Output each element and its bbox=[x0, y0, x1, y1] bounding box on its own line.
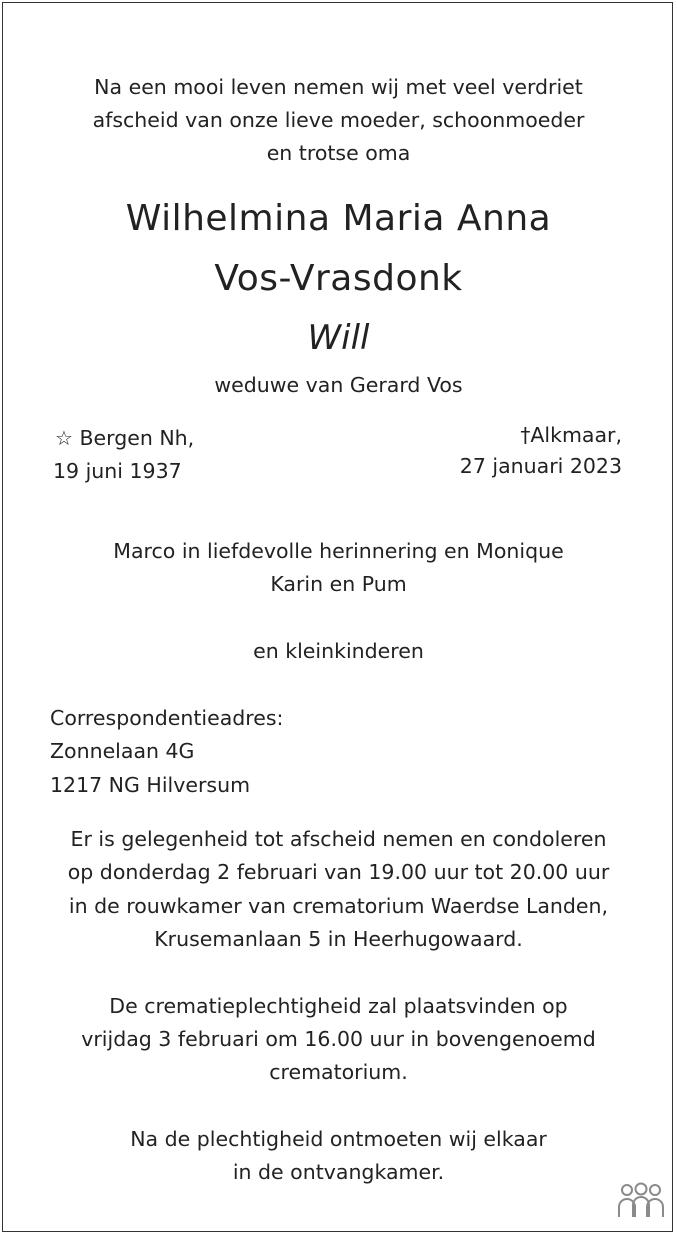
star-icon: ☆ bbox=[55, 426, 73, 450]
cross-icon: † bbox=[520, 423, 531, 447]
ceremony-line-3: crematorium. bbox=[269, 1060, 408, 1084]
deceased-nickname: Will bbox=[307, 318, 370, 358]
death-date: 27 januari 2023 bbox=[459, 454, 622, 478]
condolence-line-4: Krusemanlaan 5 in Heerhugowaard. bbox=[154, 927, 523, 951]
death-place: Alkmaar, bbox=[530, 423, 622, 447]
ceremony-line-2: vrijdag 3 februari om 16.00 uur in bovengenoemd bbox=[81, 1027, 596, 1051]
address-street: Zonnelaan 4G bbox=[50, 739, 195, 763]
address-label: Correspondentieadres: bbox=[50, 706, 284, 730]
deceased-name-line-1: Wilhelmina Maria Anna bbox=[125, 198, 552, 239]
condolence-line-1: Er is gelegenheid tot afscheid nemen en condoleren bbox=[70, 827, 607, 851]
closing-line-1: Na de plechtigheid ontmoeten wij elkaar bbox=[130, 1127, 547, 1151]
intro-line-1: Na een mooi leven nemen wij met veel verdriet bbox=[94, 75, 583, 99]
condolence-line-2: op donderdag 2 februari van 19.00 uur tot 20.00 uur bbox=[67, 860, 610, 884]
birth-date: 19 juni 1937 bbox=[53, 459, 182, 483]
condolence-line-3: in de rouwkamer van crematorium Waerdse Landen, bbox=[68, 894, 609, 918]
deceased-name-line-2: Vos-Vrasdonk bbox=[214, 258, 463, 299]
closing-line-2: in de ontvangkamer. bbox=[232, 1160, 445, 1184]
ceremony-line-1: De crematieplechtigheid zal plaatsvinden op bbox=[109, 994, 568, 1018]
people-group-icon bbox=[615, 1181, 667, 1221]
birth-line bbox=[55, 422, 194, 455]
grandchildren-text: en kleinkinderen bbox=[253, 639, 424, 663]
intro-line-3: en trotse oma bbox=[266, 141, 411, 165]
death-line bbox=[520, 419, 622, 452]
family-line-1: Marco in liefdevolle herinnering en Monique bbox=[113, 539, 564, 563]
intro-line-2: afscheid van onze lieve moeder, schoonmoeder bbox=[92, 108, 585, 132]
birth-place: Bergen Nh, bbox=[79, 426, 195, 450]
widow-of-text: weduwe van Gerard Vos bbox=[214, 373, 463, 397]
address-city: 1217 NG Hilversum bbox=[50, 773, 251, 797]
family-line-2: Karin en Pum bbox=[270, 572, 407, 596]
